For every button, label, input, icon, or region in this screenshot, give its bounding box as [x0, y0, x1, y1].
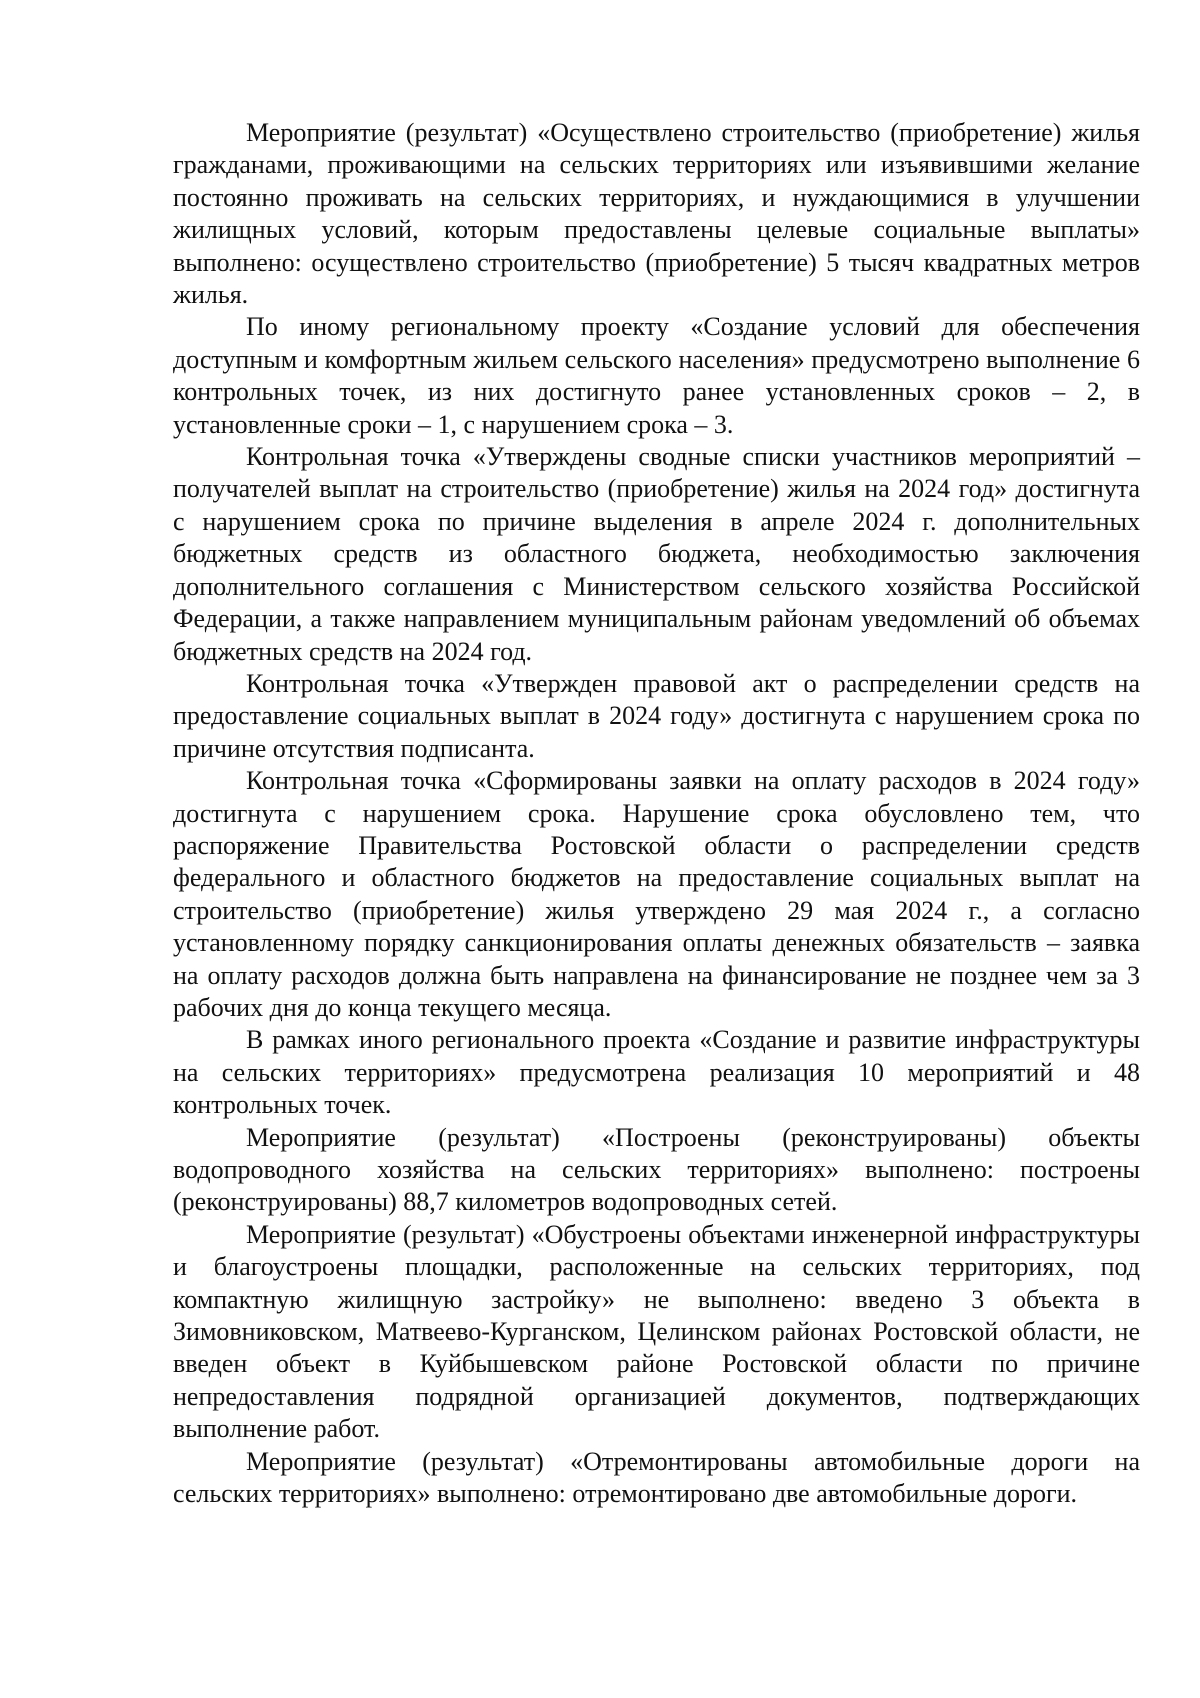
- paragraph-road-repair-result: Мероприятие (результат) «Отремонтированы автомобильные дороги на сельских территориях» выполнено: отремонтировано две автомобильные дороги.: [173, 1446, 1140, 1509]
- paragraph-infrastructure-project: В рамках иного регионального проекта «Создание и развитие инфраструктуры на сельских территориях» предусмотрена реализация 10 мероприятий и 48 контрольных точек.: [173, 1025, 1140, 1120]
- paragraph-water-supply-result: Мероприятие (результат) «Построены (реконструированы) объекты водопроводного хозяйства на сельских территориях» выполнено: построены (реконструированы) 88,7 километров водопроводных сетей.: [173, 1122, 1140, 1217]
- paragraph-engineering-infrastructure-result: Мероприятие (результат) «Обустроены объектами инженерной инфраструктуры и благоустроены площадки, расположенные на сельских территориях, под компактную жилищную застройку» не выполнено: введено 3 объекта в Зимовниковском, Матвеево-Курганском, Целинском районах Ростовской области, не введен объект в Куйбышевском районе Ростовской области по причине непредоставления подрядной организацией документов, подтверждающих выполнение работ.: [173, 1219, 1140, 1444]
- paragraph-housing-construction-result: Мероприятие (результат) «Осуществлено строительство (приобретение) жилья гражданами, проживающими на сельских территориях или изъявившими желание постоянно проживать на сельских территориях, и нуждающимися в улучшении жилищных условий, которым предоставлены целевые социальные выплаты» выполнено: осуществлено строительство (приобретение) 5 тысяч квадратных метров жилья.: [173, 118, 1140, 310]
- document-body: [173, 117, 1140, 1510]
- paragraph-checkpoint-payment-requests: Контрольная точка «Сформированы заявки на оплату расходов в 2024 году» достигнута с нарушением срока. Нарушение срока обусловлено тем, что распоряжение Правительства Ростовской области о распределении средств федерального и областного бюджетов на предоставление социальных выплат на строительство (приобретение) жилья утверждено 29 мая 2024 г., а согласно установленному порядку санкционирования оплаты денежных обязательств – заявка на оплату расходов должна быть направлена на финансирование не позднее чем за 3 рабочих дня до конца текущего месяца.: [173, 766, 1140, 1022]
- paragraph-checkpoint-legal-act: Контрольная точка «Утвержден правовой акт о распределении средств на предоставление социальных выплат в 2024 году» достигнута с нарушением срока по причине отсутствия подписанта.: [173, 668, 1140, 763]
- paragraph-checkpoint-participant-lists: Контрольная точка «Утверждены сводные списки участников мероприятий – получателей выплат на строительство (приобретение) жилья на 2024 год» достигнута с нарушением срока по причине выделения в апреле 2024 г. дополнительных бюджетных средств из областного бюджета, необходимостью заключения дополнительного соглашения с Министерством сельского хозяйства Российской Федерации, а также направлением муниципальным районам уведомлений об объемах бюджетных средств на 2024 год.: [173, 442, 1140, 666]
- paragraph-housing-project-checkpoints: По иному региональному проекту «Создание условий для обеспечения доступным и комфортным жильем сельского населения» предусмотрено выполнение 6 контрольных точек, из них достигнуто ранее установленных сроков – 2, в установленные сроки – 1, с нарушением срока – 3.: [173, 312, 1140, 439]
